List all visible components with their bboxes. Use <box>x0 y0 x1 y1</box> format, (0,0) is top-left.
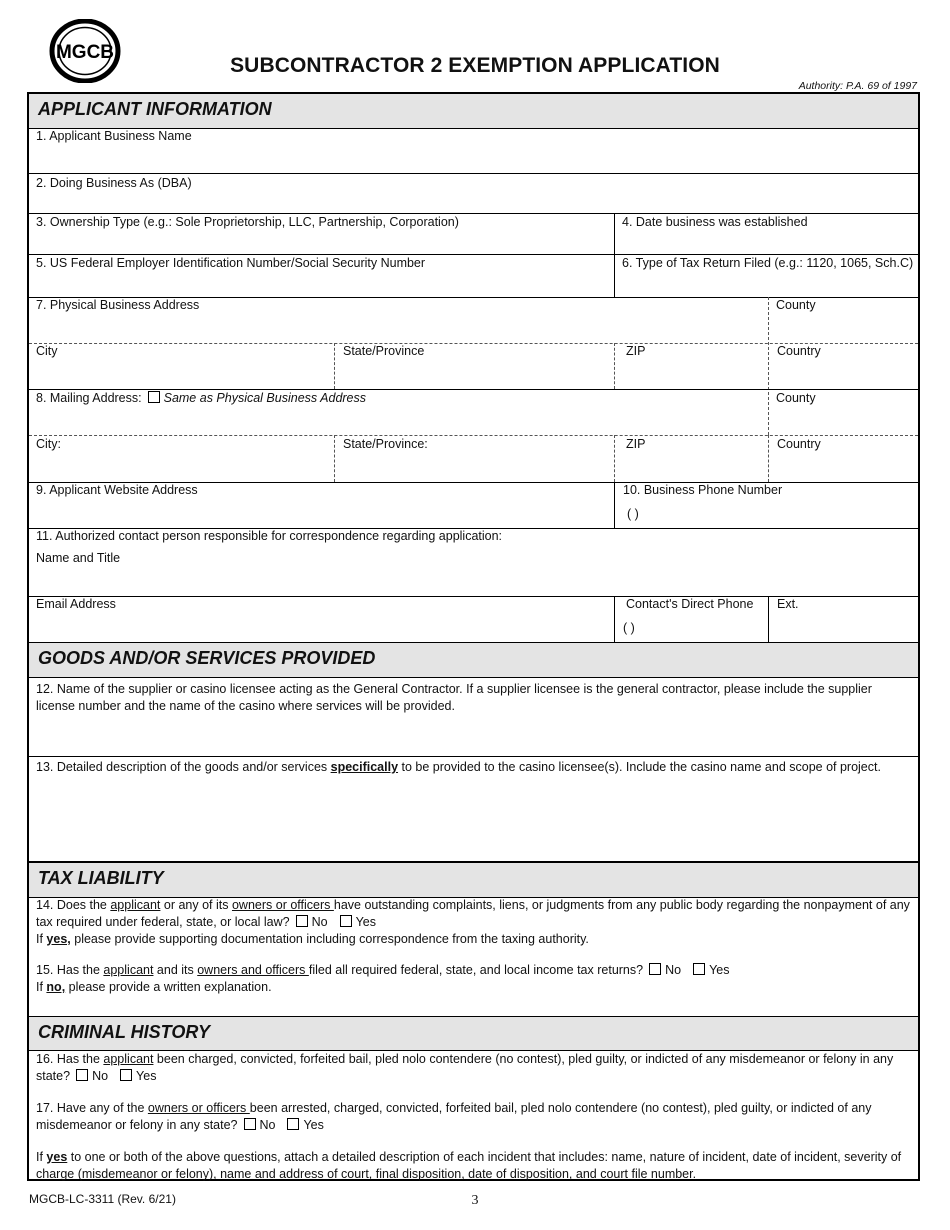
q14-no-checkbox[interactable] <box>296 915 308 927</box>
question-17: 17. Have any of the owners or officers been arrested, charged, convicted, forfeited bail, pled nolo contendere (no contest), pled guilty, or indicted of any misdemeanor or felony in any state? No Yes <box>36 1101 872 1132</box>
form-id: MGCB-LC-3311 (Rev. 6/21) <box>29 1192 176 1206</box>
question-12[interactable]: 12. Name of the supplier or casino licensee acting as the General Contractor. If a supplier licensee is the general contractor, please include the supplier license number and the name of the casino where services will be provided. <box>36 682 872 713</box>
question-14: 14. Does the applicant or any of its owners or officers have outstanding complaints, liens, or judgments from any public body regarding the nonpayment of any tax required under federal, state, or local law? No Yes If yes, please provide supporting documentation including correspondence from the taxing authority. <box>36 898 910 946</box>
field-business-phone[interactable]: 10. Business Phone Number <box>623 483 783 497</box>
criminal-yes-instructions: If yes to one or both of the above questions, attach a detailed description of each incident that includes: name, nature of incident, date of incident, severity of charge (misdemeanor or felony), name and address of court, final disposition, date of disposition, and court file number. <box>36 1150 902 1181</box>
field-contact-email[interactable]: Email Address <box>36 597 116 611</box>
field-date-established[interactable]: 4. Date business was established <box>622 215 808 229</box>
field-physical-address[interactable]: 7. Physical Business Address <box>36 298 200 312</box>
field-contact-ext[interactable]: Ext. <box>777 597 799 611</box>
field-contact-name-title[interactable]: Name and Title <box>36 551 121 565</box>
field-contact-direct-phone[interactable]: Contact's Direct Phone <box>626 597 754 611</box>
q15-yes-label: Yes <box>709 963 730 977</box>
section-title: CRIMINAL HISTORY <box>38 1022 211 1042</box>
field-mailing-state[interactable]: State/Province: <box>343 437 428 451</box>
field-mailing-city[interactable]: City: <box>36 437 61 451</box>
q14-no-label: No <box>311 915 328 929</box>
q16-yes-checkbox[interactable] <box>120 1069 132 1081</box>
q16-no-checkbox[interactable] <box>76 1069 88 1081</box>
field-tax-return-type[interactable]: 6. Type of Tax Return Filed (e.g.: 1120, 1065, Sch.C) <box>622 256 914 270</box>
field-mailing-zip[interactable]: ZIP <box>626 437 646 451</box>
field-mailing-country[interactable]: Country <box>777 437 821 451</box>
q14-yes-label: Yes <box>355 915 377 929</box>
authority-note: Authority: P.A. 69 of 1997 <box>798 80 917 92</box>
field-ownership-type[interactable]: 3. Ownership Type (e.g.: Sole Proprietorship, LLC, Partnership, Corporation) <box>36 215 459 229</box>
section-title: TAX LIABILITY <box>38 868 164 888</box>
same-as-physical-label: Same as Physical Business Address <box>163 391 367 405</box>
q16-no-label: No <box>92 1069 109 1083</box>
field-dba[interactable]: 2. Doing Business As (DBA) <box>36 176 192 190</box>
business-phone-area-code: ( ) <box>627 507 639 521</box>
field-physical-city[interactable]: City <box>36 344 58 358</box>
same-as-physical-checkbox[interactable] <box>148 391 160 403</box>
question-16: 16. Has the applicant been charged, convicted, forfeited bail, pled nolo contendere (no contest), pled guilty, or indicted of any misdemeanor or felony in any state? No Yes <box>36 1052 894 1083</box>
q17-yes-label: Yes <box>303 1118 324 1132</box>
field-physical-zip[interactable]: ZIP <box>626 344 646 358</box>
q15-no-checkbox[interactable] <box>649 963 661 975</box>
field-mailing-county[interactable]: County <box>776 391 816 405</box>
q16-yes-label: Yes <box>136 1069 157 1083</box>
field-business-name[interactable]: 1. Applicant Business Name <box>36 129 192 143</box>
section-criminal-history <box>29 1016 918 1051</box>
field-physical-state[interactable]: State/Province <box>343 344 425 358</box>
field-physical-country[interactable]: Country <box>777 344 821 358</box>
section-tax-liability <box>29 861 918 898</box>
question-15: 15. Has the applicant and its owners and officers filed all required federal, state, and local income tax returns? No Yes If no, please provide a written explanation. <box>36 963 730 994</box>
question-13[interactable]: 13. Detailed description of the goods and/or services specifically to be provided to the casino licensee(s). Include the casino name and scope of project. <box>36 760 881 774</box>
application-form <box>27 92 920 1181</box>
field-contact-person: 11. Authorized contact person responsible for correspondence regarding application: <box>36 529 503 543</box>
field-mailing-address[interactable]: 8. Mailing Address: Same as Physical Business Address <box>36 391 367 405</box>
field-website[interactable]: 9. Applicant Website Address <box>36 483 198 497</box>
page-title: SUBCONTRACTOR 2 EXEMPTION APPLICATION <box>230 54 720 77</box>
q17-no-label: No <box>259 1118 276 1132</box>
section-goods-services <box>29 642 918 678</box>
field-physical-county[interactable]: County <box>776 298 816 312</box>
q17-yes-checkbox[interactable] <box>287 1118 299 1130</box>
section-title: APPLICANT INFORMATION <box>38 99 272 119</box>
q17-no-checkbox[interactable] <box>244 1118 256 1130</box>
q15-no-label: No <box>665 963 682 977</box>
section-applicant-information <box>29 94 918 129</box>
q15-yes-checkbox[interactable] <box>693 963 705 975</box>
direct-phone-area-code: ( ) <box>623 621 635 635</box>
field-ein-ssn[interactable]: 5. US Federal Employer Identification Number/Social Security Number <box>36 256 426 270</box>
q14-yes-checkbox[interactable] <box>340 915 352 927</box>
section-title: GOODS AND/OR SERVICES PROVIDED <box>38 648 376 668</box>
logo-text: MGCB <box>55 42 115 63</box>
page-number: 3 <box>471 1193 479 1208</box>
